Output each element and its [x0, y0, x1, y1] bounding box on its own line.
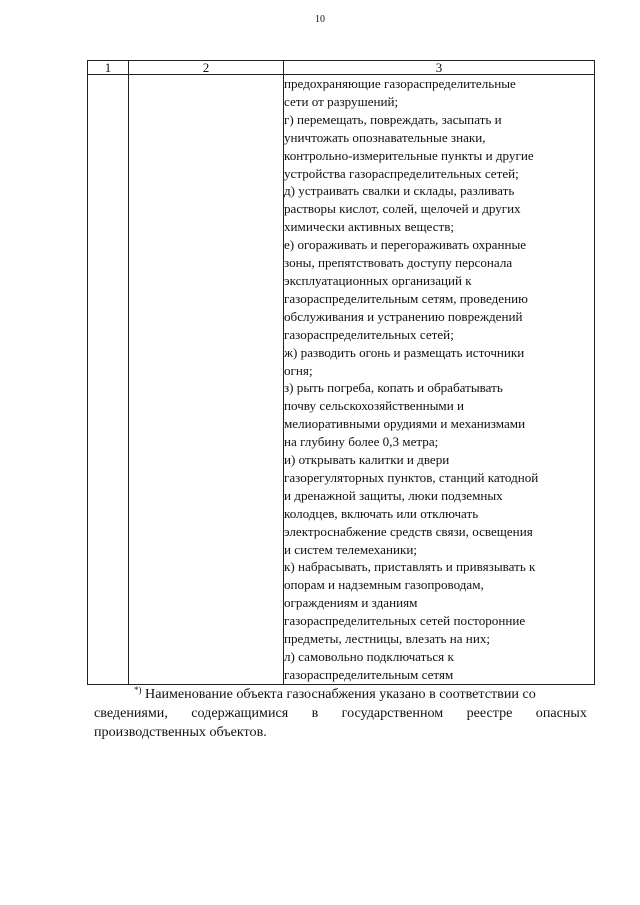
cell-text-line: уничтожать опознавательные знаки,	[284, 129, 486, 145]
column-header-1: 1	[88, 61, 129, 75]
cell-text-line: сети от разрушений;	[284, 93, 399, 109]
cell-text-line: газораспределительным сетям, проведению	[284, 290, 528, 306]
cell-text-line: на глубину более 0,3 метра;	[284, 434, 439, 450]
footnote	[94, 685, 587, 742]
footnote-word: в	[311, 705, 319, 721]
table-cell-col1	[88, 75, 129, 685]
cell-text-line: е) огораживать и перегораживать охранные	[284, 237, 527, 253]
cell-text-line: колодцев, включать или отключать	[284, 505, 479, 521]
cell-text-line: предохраняющие газораспределительные	[284, 76, 516, 91]
cell-text-line: и систем телемеханики;	[284, 541, 418, 557]
footnote-word: реестре	[466, 705, 513, 721]
footnote-word: опасных	[535, 705, 587, 721]
cell-text-line: и) открывать калитки и двери	[284, 452, 450, 468]
footnote-word: государственном	[341, 705, 444, 721]
footnote-line-3: производственных объектов.	[94, 724, 267, 740]
cell-text-line: обслуживания и устранению повреждений	[284, 308, 523, 324]
footnote-line-1	[94, 685, 587, 704]
cell-text-line: опорам и надземным газопроводам,	[284, 577, 484, 593]
cell-text-line: огня;	[284, 362, 313, 378]
cell-text-line: химически активных веществ;	[284, 219, 455, 235]
cell-text-line: ж) разводить огонь и размещать источники	[284, 344, 525, 360]
cell-text-line: контрольно-измерительные пункты и другие	[284, 147, 534, 163]
cell-text-line: и дренажной защиты, люки подземных	[284, 487, 503, 503]
cell-text-line: зоны, препятствовать доступу персонала	[284, 255, 513, 271]
footnote-word: содержащимися	[191, 705, 289, 721]
cell-text-line: газорегуляторных пунктов, станций катодной	[284, 469, 539, 485]
cell-text-line: предметы, лестницы, влезать на них;	[284, 631, 491, 647]
table-cell-col2	[129, 75, 284, 685]
footnote-line-2	[94, 704, 587, 723]
cell-text-line: з) рыть погреба, копать и обрабатывать	[284, 380, 503, 396]
cell-text-line: д) устраивать свалки и склады, разливать	[284, 183, 515, 199]
cell-text-line: газораспределительным сетям	[284, 666, 454, 682]
column-header-3: 3	[284, 61, 595, 75]
cell-text-line: эксплуатационных организаций к	[284, 272, 472, 288]
cell-text-line: мелиоративными орудиями и механизмами	[284, 416, 526, 432]
cell-text-line: почву сельскохозяйственными и	[284, 398, 465, 414]
table-cell-col3	[284, 75, 595, 685]
cell-text-line: электроснабжение средств связи, освещения	[284, 523, 533, 539]
column-header-2: 2	[129, 61, 284, 75]
cell-text-line: л) самовольно подключаться к	[284, 649, 454, 664]
cell-text-line: устройства газораспределительных сетей;	[284, 165, 519, 181]
page-number: 10	[315, 14, 325, 25]
cell-text-line: к) набрасывать, приставлять и привязывать к	[284, 559, 536, 575]
footnote-text-1: Наименование объекта газоснабжения указано в соответствии со	[145, 686, 536, 702]
cell-text-line: газораспределительных сетей;	[284, 326, 454, 342]
footnote-word: сведениями,	[94, 705, 168, 721]
cell-text-line: газораспределительных сетей посторонние	[284, 613, 526, 629]
table-row	[88, 75, 595, 685]
cell-text-line: растворы кислот, солей, щелочей и других	[284, 201, 521, 217]
cell-text-line: ограждениям и зданиям	[284, 595, 418, 611]
table-header-row	[88, 61, 595, 75]
cell-text-line: г) перемещать, повреждать, засыпать и	[284, 111, 502, 127]
requirements-table	[87, 60, 595, 685]
footnote-marker: *)	[134, 685, 142, 695]
